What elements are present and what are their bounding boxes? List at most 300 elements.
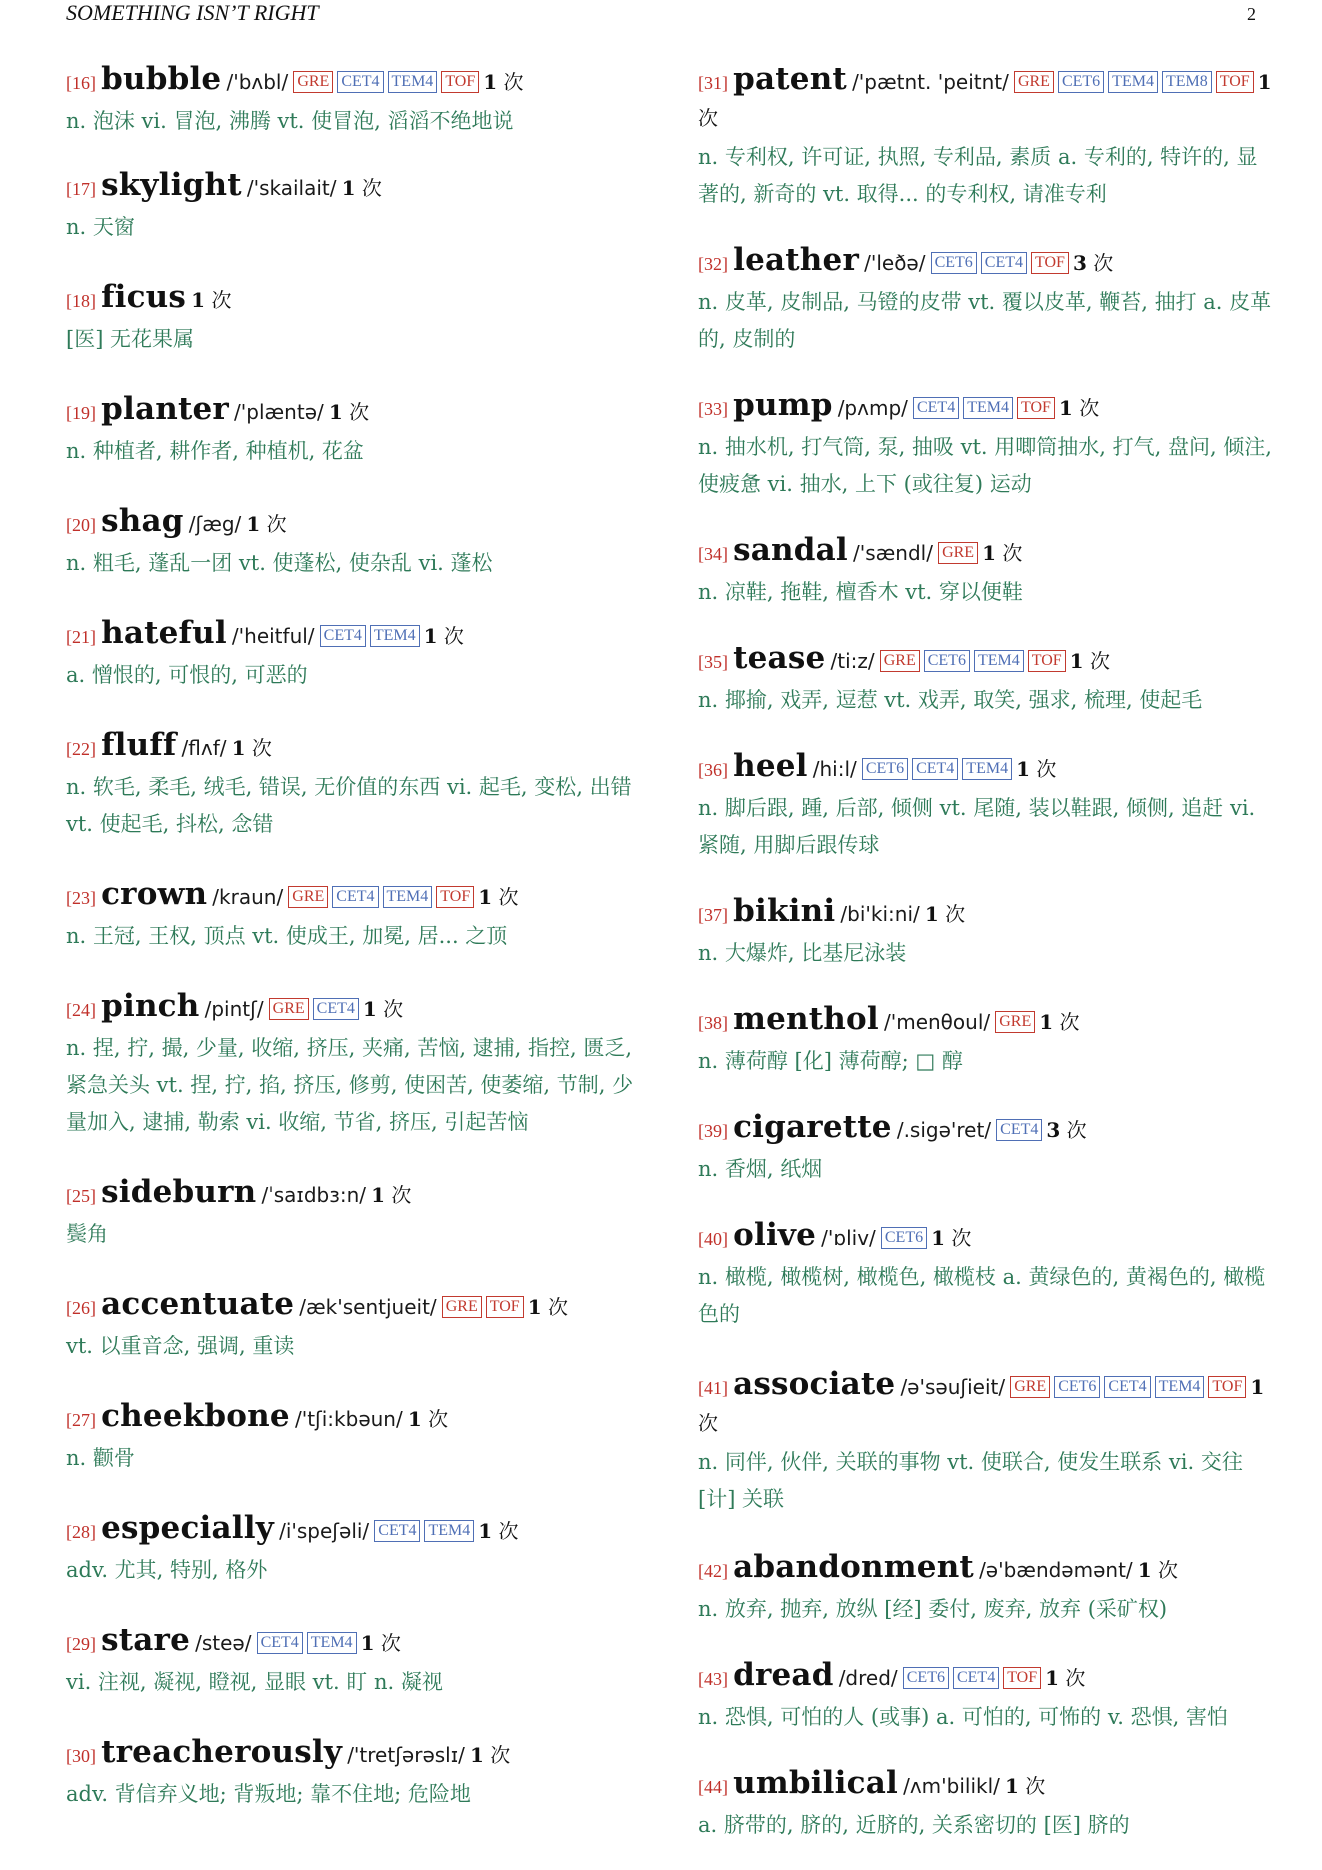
headword: fluff bbox=[101, 727, 177, 763]
definition: n. 揶揄, 戏弄, 逗惹 vt. 戏弄, 取笑, 强求, 梳理, 使起毛 bbox=[698, 688, 1203, 712]
vocab-entry bbox=[698, 894, 1273, 972]
count-number: 1 bbox=[341, 176, 356, 200]
entry-headline bbox=[698, 1110, 1273, 1149]
exam-tag-cet6: CET6 bbox=[924, 650, 970, 672]
phonetic: /.sigə'ret/ bbox=[896, 1118, 992, 1142]
entry-headline bbox=[66, 1511, 636, 1550]
entry-index: [35] bbox=[698, 652, 728, 672]
headword: especially bbox=[101, 1510, 274, 1546]
entry-headline bbox=[66, 62, 636, 101]
vocab-entry bbox=[66, 1623, 636, 1701]
occurrence-count bbox=[483, 70, 523, 94]
phonetic: /'heitful/ bbox=[231, 624, 315, 648]
occurrence-count bbox=[470, 1743, 510, 1767]
entry-index: [33] bbox=[698, 399, 728, 419]
exam-tag-tem4: TEM4 bbox=[974, 650, 1024, 672]
entry-headline bbox=[698, 1766, 1273, 1805]
count-unit: 次 bbox=[1059, 1010, 1080, 1034]
exam-tag-cet6: CET6 bbox=[881, 1227, 927, 1249]
phonetic: /kraun/ bbox=[212, 885, 284, 909]
count-unit: 次 bbox=[698, 106, 718, 130]
count-unit: 次 bbox=[1089, 649, 1110, 673]
entry-headline bbox=[698, 62, 1273, 137]
count-unit: 次 bbox=[1158, 1558, 1179, 1582]
count-unit: 次 bbox=[1093, 251, 1114, 275]
occurrence-count bbox=[1045, 1666, 1085, 1690]
phonetic: /ˈsaɪdbɜ:n/ bbox=[261, 1183, 367, 1207]
entry-headline bbox=[698, 533, 1273, 572]
count-unit: 次 bbox=[498, 885, 519, 909]
vocab-entry bbox=[66, 728, 636, 843]
entry-index: [32] bbox=[698, 254, 728, 274]
entry-index: [31] bbox=[698, 73, 728, 93]
definition: vt. 以重音念, 强调, 重读 bbox=[66, 1334, 295, 1358]
definition: vi. 注视, 凝视, 瞪视, 显眼 vt. 盯 n. 凝视 bbox=[66, 1670, 443, 1694]
exam-tag-tem4: TEM4 bbox=[388, 71, 438, 93]
phonetic: /æk'sentjueit/ bbox=[299, 1295, 437, 1319]
entry-index: [22] bbox=[66, 739, 96, 759]
exam-tag-cet6: CET6 bbox=[903, 1667, 949, 1689]
occurrence-count bbox=[478, 1519, 518, 1543]
headword: pinch bbox=[101, 988, 200, 1024]
vocab-entry bbox=[698, 62, 1273, 213]
count-unit: 次 bbox=[443, 624, 464, 648]
count-number: 1 bbox=[231, 736, 246, 760]
occurrence-count bbox=[982, 541, 1022, 565]
occurrence-count bbox=[371, 1183, 411, 1207]
count-unit: 次 bbox=[490, 1743, 511, 1767]
vocab-entry bbox=[698, 388, 1273, 503]
entry-index: [37] bbox=[698, 905, 728, 925]
vocab-entry bbox=[66, 1735, 636, 1813]
vocab-entry bbox=[66, 989, 636, 1141]
count-unit: 次 bbox=[547, 1295, 568, 1319]
headword: abandonment bbox=[733, 1549, 974, 1585]
count-number: 1 bbox=[1004, 1774, 1019, 1798]
entry-headline bbox=[698, 243, 1273, 282]
count-number: 1 bbox=[328, 400, 343, 424]
occurrence-count bbox=[1016, 757, 1056, 781]
vocab-entry bbox=[698, 1658, 1273, 1736]
phonetic: /'pætnt. 'peitnt/ bbox=[852, 70, 1009, 94]
headword: shag bbox=[101, 503, 184, 539]
occurrence-count bbox=[232, 736, 272, 760]
headword: cigarette bbox=[733, 1109, 892, 1145]
count-unit: 次 bbox=[211, 288, 232, 312]
count-unit: 次 bbox=[361, 176, 382, 200]
vocab-entry bbox=[698, 1550, 1273, 1628]
exam-tag-tof: TOF bbox=[1216, 71, 1254, 93]
count-number: 1 bbox=[191, 288, 206, 312]
entry-headline bbox=[698, 1218, 1273, 1257]
occurrence-count bbox=[925, 902, 965, 926]
count-number: 1 bbox=[1058, 396, 1073, 420]
vocab-entry bbox=[698, 1218, 1273, 1333]
headword: accentuate bbox=[101, 1286, 295, 1322]
count-number: 1 bbox=[1039, 1010, 1054, 1034]
count-unit: 次 bbox=[1065, 1666, 1086, 1690]
headword: menthol bbox=[733, 1001, 879, 1037]
count-unit: 次 bbox=[503, 70, 524, 94]
headword: heel bbox=[733, 748, 808, 784]
exam-tag-cet6: CET6 bbox=[1054, 1376, 1100, 1398]
vocab-entry bbox=[66, 877, 636, 955]
phonetic: /'plæntə/ bbox=[234, 400, 324, 424]
occurrence-count bbox=[1073, 251, 1113, 275]
count-number: 1 bbox=[470, 1743, 484, 1767]
count-number: 1 bbox=[1045, 1666, 1060, 1690]
phonetic: /'skailait/ bbox=[246, 176, 337, 200]
exam-tag-gre: GRE bbox=[880, 650, 920, 672]
vocab-entry bbox=[66, 504, 636, 582]
entry-headline bbox=[66, 392, 636, 431]
headword: leather bbox=[733, 242, 859, 278]
vocab-entry bbox=[698, 1766, 1273, 1844]
entry-headline bbox=[66, 1399, 636, 1438]
definition: n. 薄荷醇 [化] 薄荷醇; □ 醇 bbox=[698, 1049, 963, 1073]
header-title: SOMETHING ISN’T RIGHT bbox=[66, 0, 319, 25]
headword: sideburn bbox=[101, 1174, 257, 1210]
phonetic: /pintʃ/ bbox=[204, 997, 264, 1021]
exam-tag-tof: TOF bbox=[441, 71, 479, 93]
count-number: 1 bbox=[1137, 1558, 1152, 1582]
exam-tag-cet4: CET4 bbox=[913, 397, 959, 419]
entry-index: [19] bbox=[66, 403, 96, 423]
definition: n. 颧骨 bbox=[66, 1446, 135, 1470]
definition: n. 凉鞋, 拖鞋, 檀香木 vt. 穿以便鞋 bbox=[698, 580, 1023, 604]
page-number: 2 bbox=[1247, 4, 1256, 24]
entry-headline bbox=[66, 877, 636, 916]
headword: olive bbox=[733, 1217, 817, 1253]
definition: n. 软毛, 柔毛, 绒毛, 错误, 无价值的东西 vi. 起毛, 变松, 出错 vt. 使起毛, 抖松, 念错 bbox=[66, 775, 632, 836]
definition: n. 泡沫 vi. 冒泡, 沸腾 vt. 使冒泡, 滔滔不绝地说 bbox=[66, 109, 514, 133]
count-number: 1 bbox=[1257, 70, 1272, 94]
exam-tag-cet6: CET6 bbox=[931, 252, 977, 274]
headword: umbilical bbox=[733, 1765, 898, 1801]
exam-tag-gre: GRE bbox=[293, 71, 333, 93]
vocab-entry bbox=[698, 749, 1273, 864]
count-unit: 次 bbox=[383, 997, 404, 1021]
definition: adv. 背信弃义地; 背叛地; 靠不住地; 危险地 bbox=[66, 1782, 471, 1806]
vocab-entry bbox=[66, 392, 636, 470]
exam-tag-tof: TOF bbox=[1028, 650, 1066, 672]
entry-index: [25] bbox=[66, 1186, 96, 1206]
phonetic: /'ɒliv/ bbox=[821, 1226, 876, 1250]
entry-index: [38] bbox=[698, 1013, 728, 1033]
occurrence-count bbox=[246, 512, 286, 536]
occurrence-count bbox=[478, 885, 518, 909]
entry-headline bbox=[66, 989, 636, 1028]
count-unit: 次 bbox=[945, 902, 966, 926]
exam-tag-gre: GRE bbox=[288, 886, 328, 908]
count-unit: 次 bbox=[266, 512, 287, 536]
count-number: 1 bbox=[371, 1183, 386, 1207]
occurrence-count bbox=[424, 624, 464, 648]
phonetic: /i'speʃəli/ bbox=[279, 1519, 370, 1543]
entry-index: [26] bbox=[66, 1298, 96, 1318]
exam-tag-cet4: CET4 bbox=[374, 1520, 420, 1542]
entry-headline bbox=[66, 1735, 636, 1774]
exam-tag-tem4: TEM4 bbox=[963, 397, 1013, 419]
phonetic: /dred/ bbox=[838, 1666, 898, 1690]
count-number: 1 bbox=[1250, 1375, 1265, 1399]
entry-headline bbox=[66, 1287, 636, 1326]
vocab-entry bbox=[66, 1287, 636, 1365]
entry-index: [39] bbox=[698, 1121, 728, 1141]
entry-index: [27] bbox=[66, 1410, 96, 1430]
occurrence-count bbox=[528, 1295, 568, 1319]
headword: cheekbone bbox=[101, 1398, 290, 1434]
exam-tag-tof: TOF bbox=[436, 886, 474, 908]
occurrence-count bbox=[329, 400, 369, 424]
count-unit: 次 bbox=[698, 1411, 718, 1435]
definition: n. 同伴, 伙伴, 关联的事物 vt. 使联合, 使发生联系 vi. 交往 [计] 关联 bbox=[698, 1450, 1243, 1511]
definition: n. 大爆炸, 比基尼泳装 bbox=[698, 941, 907, 965]
count-number: 1 bbox=[483, 70, 498, 94]
entry-headline bbox=[698, 1658, 1273, 1697]
page-header bbox=[66, 0, 1256, 28]
phonetic: /flʌf/ bbox=[181, 736, 227, 760]
headword: treacherously bbox=[101, 1734, 343, 1770]
count-unit: 次 bbox=[498, 1519, 519, 1543]
entry-index: [40] bbox=[698, 1229, 728, 1249]
count-number: 1 bbox=[407, 1407, 422, 1431]
phonetic: /steə/ bbox=[195, 1631, 252, 1655]
vocab-entry bbox=[698, 243, 1273, 358]
vocab-entry bbox=[698, 1002, 1273, 1080]
count-number: 1 bbox=[982, 541, 996, 565]
vocab-entry bbox=[66, 1399, 636, 1477]
entry-headline bbox=[66, 280, 636, 319]
definition: n. 捏, 拧, 撮, 少量, 收缩, 挤压, 夹痛, 苦恼, 逮捕, 指控, 匮乏, 紧急关头 vt. 捏, 拧, 掐, 挤压, 修剪, 使困苦, 使萎缩, 节制, 少量加入, 逮捕, 勒索 vi. 收缩, 节省, 挤压, 引起苦恼 bbox=[66, 1036, 634, 1134]
headword: patent bbox=[733, 61, 847, 97]
count-number: 1 bbox=[423, 624, 438, 648]
exam-tag-cet4: CET4 bbox=[981, 252, 1027, 274]
exam-tag-tof: TOF bbox=[1208, 1376, 1246, 1398]
entry-index: [28] bbox=[66, 1522, 96, 1542]
exam-tag-tof: TOF bbox=[1003, 1667, 1041, 1689]
headword: tease bbox=[733, 640, 826, 676]
phonetic: /'sændl/ bbox=[853, 541, 933, 565]
definition: n. 放弃, 抛弃, 放纵 [经] 委付, 废弃, 放弃 (采矿权) bbox=[698, 1597, 1168, 1621]
count-unit: 次 bbox=[1079, 396, 1100, 420]
count-unit: 次 bbox=[251, 736, 272, 760]
count-unit: 次 bbox=[1066, 1118, 1087, 1142]
entry-headline bbox=[66, 728, 636, 767]
entry-index: [29] bbox=[66, 1634, 96, 1654]
occurrence-count bbox=[931, 1226, 971, 1250]
exam-tag-tem4: TEM4 bbox=[370, 625, 420, 647]
count-unit: 次 bbox=[349, 400, 370, 424]
exam-tag-gre: GRE bbox=[269, 998, 309, 1020]
entry-headline bbox=[66, 504, 636, 543]
exam-tag-cet4: CET4 bbox=[332, 886, 378, 908]
exam-tag-tem4: TEM4 bbox=[962, 758, 1012, 780]
count-number: 1 bbox=[478, 1519, 493, 1543]
vocab-entry bbox=[698, 641, 1273, 719]
count-number: 1 bbox=[246, 512, 261, 536]
definition: n. 专利权, 许可证, 执照, 专利品, 素质 a. 专利的, 特许的, 显著的, 新奇的 vt. 取得... 的专利权, 请准专利 bbox=[698, 145, 1258, 206]
exam-tag-cet4: CET4 bbox=[912, 758, 958, 780]
count-number: 1 bbox=[1069, 649, 1084, 673]
entry-headline bbox=[698, 1002, 1273, 1041]
occurrence-count bbox=[191, 288, 231, 312]
count-number: 1 bbox=[931, 1226, 946, 1250]
headword: skylight bbox=[101, 167, 242, 203]
entry-index: [41] bbox=[698, 1378, 728, 1398]
entry-headline bbox=[698, 641, 1273, 680]
definition: n. 天窗 bbox=[66, 215, 135, 239]
entry-index: [21] bbox=[66, 627, 96, 647]
occurrence-count bbox=[1039, 1010, 1079, 1034]
entry-index: [16] bbox=[66, 73, 96, 93]
definition: n. 王冠, 王权, 顶点 vt. 使成王, 加冕, 居... 之顶 bbox=[66, 924, 508, 948]
entry-index: [34] bbox=[698, 544, 728, 564]
entry-headline bbox=[66, 1175, 636, 1214]
occurrence-count bbox=[342, 176, 382, 200]
occurrence-count bbox=[1005, 1774, 1045, 1798]
occurrence-count bbox=[1046, 1118, 1086, 1142]
count-unit: 次 bbox=[428, 1407, 449, 1431]
count-number: 1 bbox=[1016, 757, 1030, 781]
definition: n. 皮革, 皮制品, 马镫的皮带 vt. 覆以皮革, 鞭苔, 抽打 a. 皮革的, 皮制的 bbox=[698, 290, 1272, 351]
phonetic: /ʃæg/ bbox=[188, 512, 242, 536]
definition: n. 恐惧, 可怕的人 (或事) a. 可怕的, 可怖的 v. 恐惧, 害怕 bbox=[698, 1705, 1228, 1729]
entry-index: [30] bbox=[66, 1746, 96, 1766]
right-column bbox=[698, 62, 1273, 1844]
phonetic: /ə'bændəmənt/ bbox=[979, 1558, 1133, 1582]
count-unit: 次 bbox=[380, 1631, 401, 1655]
count-number: 1 bbox=[527, 1295, 542, 1319]
count-unit: 次 bbox=[951, 1226, 972, 1250]
headword: associate bbox=[733, 1366, 896, 1402]
entry-headline bbox=[698, 894, 1273, 933]
definition: a. 脐带的, 脐的, 近脐的, 关系密切的 [医] 脐的 bbox=[698, 1813, 1130, 1837]
exam-tag-gre: GRE bbox=[995, 1011, 1035, 1033]
exam-tag-gre: GRE bbox=[1014, 71, 1054, 93]
exam-tag-tem4: TEM4 bbox=[383, 886, 433, 908]
exam-tag-cet6: CET6 bbox=[1058, 71, 1104, 93]
vocab-entry bbox=[698, 533, 1273, 611]
definition: n. 橄榄, 橄榄树, 橄榄色, 橄榄枝 a. 黄绿色的, 黄褐色的, 橄榄色的 bbox=[698, 1265, 1266, 1326]
phonetic: /pʌmp/ bbox=[837, 396, 908, 420]
definition: n. 粗毛, 蓬乱一团 vt. 使蓬松, 使杂乱 vi. 蓬松 bbox=[66, 551, 493, 575]
exam-tag-cet4: CET4 bbox=[257, 1632, 303, 1654]
entry-headline bbox=[66, 168, 636, 207]
exam-tag-tof: TOF bbox=[1017, 397, 1055, 419]
vocab-entry bbox=[698, 1367, 1273, 1518]
entry-headline bbox=[698, 1367, 1273, 1442]
entry-index: [20] bbox=[66, 515, 96, 535]
count-number: 1 bbox=[362, 997, 377, 1021]
definition: a. 憎恨的, 可恨的, 可恶的 bbox=[66, 663, 308, 687]
phonetic: /ʌm'bilikl/ bbox=[903, 1774, 1000, 1798]
phonetic: /'bʌbl/ bbox=[226, 70, 289, 94]
exam-tag-tem4: TEM4 bbox=[424, 1520, 474, 1542]
vocab-entry bbox=[66, 1175, 636, 1253]
occurrence-count bbox=[1059, 396, 1099, 420]
count-unit: 次 bbox=[391, 1183, 412, 1207]
count-number: 1 bbox=[478, 885, 493, 909]
headword: crown bbox=[101, 876, 208, 912]
count-number: 1 bbox=[360, 1631, 375, 1655]
headword: dread bbox=[733, 1657, 834, 1693]
occurrence-count bbox=[1138, 1558, 1178, 1582]
definition: n. 抽水机, 打气筒, 泵, 抽吸 vt. 用唧筒抽水, 打气, 盘问, 倾注, 使疲惫 vi. 抽水, 上下 (或往复) 运动 bbox=[698, 435, 1272, 496]
entry-headline bbox=[66, 1623, 636, 1662]
definition: n. 种植者, 耕作者, 种植机, 花盆 bbox=[66, 439, 364, 463]
count-number: 1 bbox=[924, 902, 939, 926]
entry-headline bbox=[66, 616, 636, 655]
phonetic: /hi:l/ bbox=[812, 757, 857, 781]
definition: n. 脚后跟, 踵, 后部, 倾侧 vt. 尾随, 装以鞋跟, 倾侧, 追赶 vi. 紧随, 用脚后跟传球 bbox=[698, 796, 1256, 857]
entry-index: [36] bbox=[698, 760, 728, 780]
count-unit: 次 bbox=[1036, 757, 1057, 781]
definition: [医] 无花果属 bbox=[66, 327, 195, 351]
count-unit: 次 bbox=[1002, 541, 1023, 565]
entry-headline bbox=[698, 1550, 1273, 1589]
exam-tag-tem4: TEM4 bbox=[1155, 1376, 1205, 1398]
exam-tag-gre: GRE bbox=[442, 1296, 482, 1318]
count-number: 3 bbox=[1072, 251, 1087, 275]
vocab-entry bbox=[66, 62, 636, 140]
phonetic: /ti:z/ bbox=[830, 649, 875, 673]
exam-tag-tof: TOF bbox=[486, 1296, 524, 1318]
entry-headline bbox=[698, 388, 1273, 427]
headword: hateful bbox=[101, 615, 227, 651]
count-unit: 次 bbox=[1025, 1774, 1046, 1798]
left-column bbox=[66, 62, 636, 1813]
phonetic: /'menθoul/ bbox=[883, 1010, 991, 1034]
occurrence-count bbox=[361, 1631, 401, 1655]
headword: planter bbox=[101, 391, 229, 427]
entry-headline bbox=[698, 749, 1273, 788]
entry-index: [24] bbox=[66, 1000, 96, 1020]
headword: ficus bbox=[101, 279, 187, 315]
exam-tag-cet4: CET4 bbox=[953, 1667, 999, 1689]
exam-tag-cet4: CET4 bbox=[337, 71, 383, 93]
headword: stare bbox=[101, 1622, 191, 1658]
definition: n. 香烟, 纸烟 bbox=[698, 1157, 823, 1181]
headword: bubble bbox=[101, 61, 222, 97]
occurrence-count bbox=[363, 997, 403, 1021]
count-number: 3 bbox=[1046, 1118, 1061, 1142]
phonetic: /'tʃi:kbəun/ bbox=[294, 1407, 403, 1431]
phonetic: /'leðə/ bbox=[864, 251, 926, 275]
headword: bikini bbox=[733, 893, 836, 929]
exam-tag-tem8: TEM8 bbox=[1162, 71, 1212, 93]
exam-tag-cet4: CET4 bbox=[996, 1119, 1042, 1141]
exam-tag-cet4: CET4 bbox=[313, 998, 359, 1020]
occurrence-count bbox=[408, 1407, 448, 1431]
entry-index: [43] bbox=[698, 1669, 728, 1689]
exam-tag-tem4: TEM4 bbox=[1108, 71, 1158, 93]
phonetic: /'tretʃərəslɪ/ bbox=[347, 1743, 465, 1767]
entry-index: [17] bbox=[66, 179, 96, 199]
exam-tag-tof: TOF bbox=[1031, 252, 1069, 274]
exam-tag-cet6: CET6 bbox=[862, 758, 908, 780]
definition: adv. 尤其, 特别, 格外 bbox=[66, 1558, 268, 1582]
exam-tag-cet4: CET4 bbox=[320, 625, 366, 647]
vocab-entry bbox=[66, 1511, 636, 1589]
phonetic: /ə'səuʃieit/ bbox=[900, 1375, 1006, 1399]
exam-tag-gre: GRE bbox=[1010, 1376, 1050, 1398]
entry-index: [18] bbox=[66, 291, 96, 311]
vocab-entry bbox=[698, 1110, 1273, 1188]
vocab-entry bbox=[66, 280, 636, 358]
vocab-entry bbox=[66, 616, 636, 694]
phonetic: /bi'ki:ni/ bbox=[840, 902, 920, 926]
